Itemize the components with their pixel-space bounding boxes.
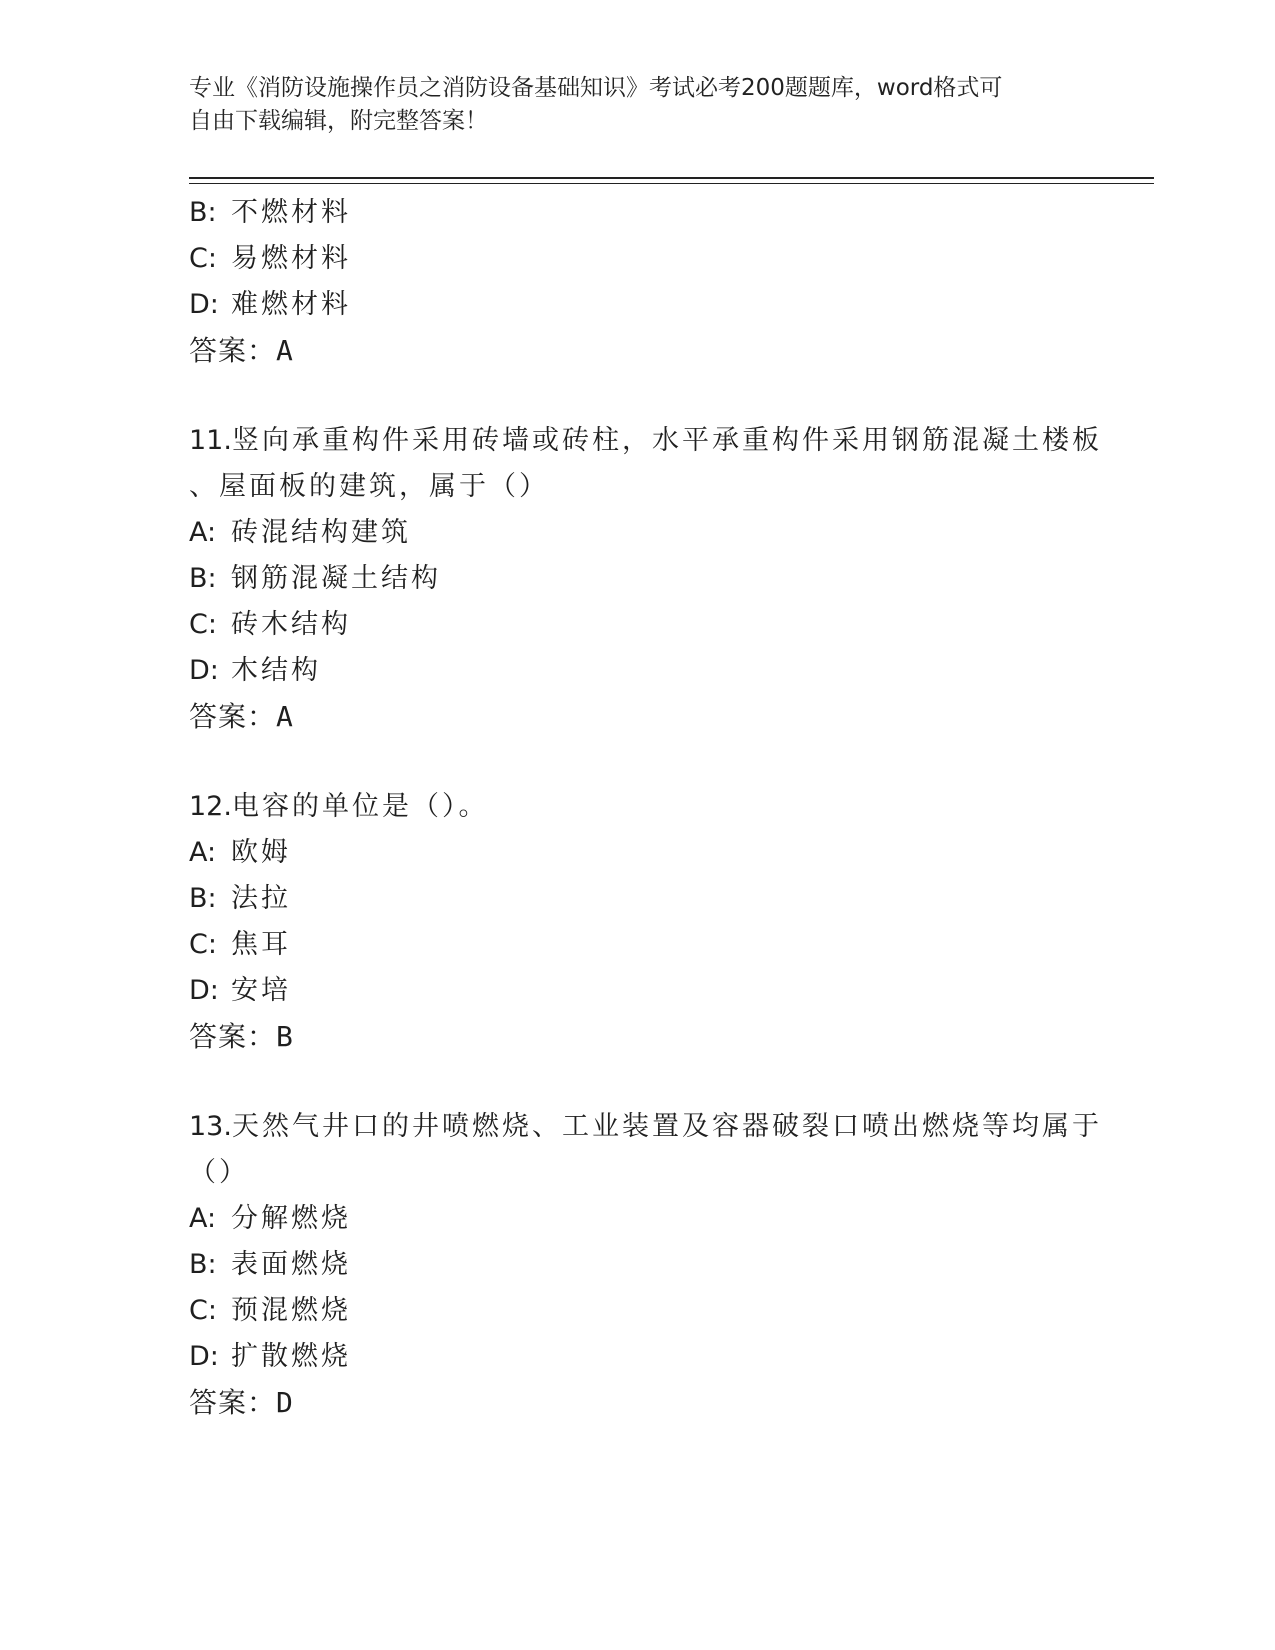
option-letter: D:: [189, 289, 219, 320]
option-text: 安培: [231, 975, 291, 1006]
option-letter: B:: [189, 1249, 217, 1280]
header-line-1: 专业《消防设施操作员之消防设备基础知识》考试必考200题题库，word格式可: [189, 75, 1003, 101]
option-text: 钢筋混凝土结构: [231, 563, 441, 594]
answer-label: 答案：: [189, 334, 277, 367]
option-d: [189, 648, 1089, 694]
answer-line: [189, 1380, 1089, 1426]
question-stem-continued: （）: [189, 1157, 249, 1188]
option-letter: B:: [189, 197, 217, 228]
option-d: [189, 968, 1089, 1014]
answer-label: 答案：: [189, 1386, 277, 1419]
question-text: 电容的单位是（）。: [231, 791, 489, 822]
question-number: 11.: [189, 425, 232, 456]
answer-label: 答案：: [189, 700, 277, 733]
option-b: [189, 876, 1089, 922]
question-text: 竖向承重构件采用砖墙或砖柱，水平承重构件采用钢筋混凝土楼板: [231, 425, 1102, 456]
option-letter: B:: [189, 883, 217, 914]
option-b: [189, 556, 1089, 602]
option-d: [189, 282, 1089, 328]
option-letter: C:: [189, 929, 217, 960]
option-text: 砖木结构: [231, 609, 351, 640]
option-a: [189, 830, 1089, 876]
header-rule-thin: [189, 183, 1154, 184]
answer-line: [189, 694, 1089, 740]
page-header: [189, 72, 1089, 138]
option-text: 预混燃烧: [231, 1295, 351, 1326]
question-stem: [189, 1104, 1102, 1150]
option-letter: C:: [189, 609, 217, 640]
header-line-2: 自由下载编辑，附完整答案！: [189, 108, 488, 134]
option-text: 分解燃烧: [231, 1203, 351, 1234]
option-letter: A:: [189, 837, 217, 868]
option-text: 扩散燃烧: [231, 1341, 351, 1372]
option-a: [189, 1196, 1089, 1242]
question-11: [189, 418, 1102, 740]
question-stem: [189, 784, 1089, 830]
option-b: [189, 190, 1089, 236]
answer-line: [189, 1014, 1089, 1060]
question-12: [189, 784, 1089, 1060]
option-text: 法拉: [231, 883, 291, 914]
question-stem: [189, 418, 1102, 464]
option-text: 焦耳: [231, 929, 291, 960]
option-letter: D:: [189, 1341, 219, 1372]
option-c: [189, 922, 1089, 968]
answer-line: [189, 328, 1089, 374]
option-text: 易燃材料: [231, 243, 351, 274]
option-b: [189, 1242, 1089, 1288]
option-text: 难燃材料: [231, 289, 351, 320]
option-letter: C:: [189, 243, 217, 274]
option-d: [189, 1334, 1089, 1380]
option-c: [189, 602, 1089, 648]
option-c: [189, 236, 1089, 282]
question-13: [189, 1104, 1102, 1426]
question-text: 天然气井口的井喷燃烧、工业装置及容器破裂口喷出燃烧等均属于: [231, 1111, 1102, 1142]
answer-value: B: [276, 1020, 294, 1053]
option-letter: B:: [189, 563, 217, 594]
answer-value: A: [276, 700, 294, 733]
answer-value: D: [276, 1386, 294, 1419]
option-letter: D:: [189, 655, 219, 686]
question-10: [189, 190, 1089, 374]
option-a: [189, 510, 1089, 556]
option-letter: D:: [189, 975, 219, 1006]
option-c: [189, 1288, 1089, 1334]
question-stem-continued: 、屋面板的建筑，属于（）: [189, 471, 549, 502]
question-number: 13.: [189, 1111, 232, 1142]
question-list: [189, 190, 1102, 1426]
option-text: 不燃材料: [231, 197, 351, 228]
option-text: 砖混结构建筑: [231, 517, 411, 548]
answer-label: 答案：: [189, 1020, 277, 1053]
option-text: 表面燃烧: [231, 1249, 351, 1280]
answer-value: A: [276, 334, 294, 367]
option-text: 欧姆: [231, 837, 291, 868]
question-number: 12.: [189, 791, 232, 822]
option-letter: C:: [189, 1295, 217, 1326]
option-text: 木结构: [231, 655, 321, 686]
option-letter: A:: [189, 1203, 217, 1234]
header-rule-thick: [189, 177, 1154, 179]
option-letter: A:: [189, 517, 217, 548]
